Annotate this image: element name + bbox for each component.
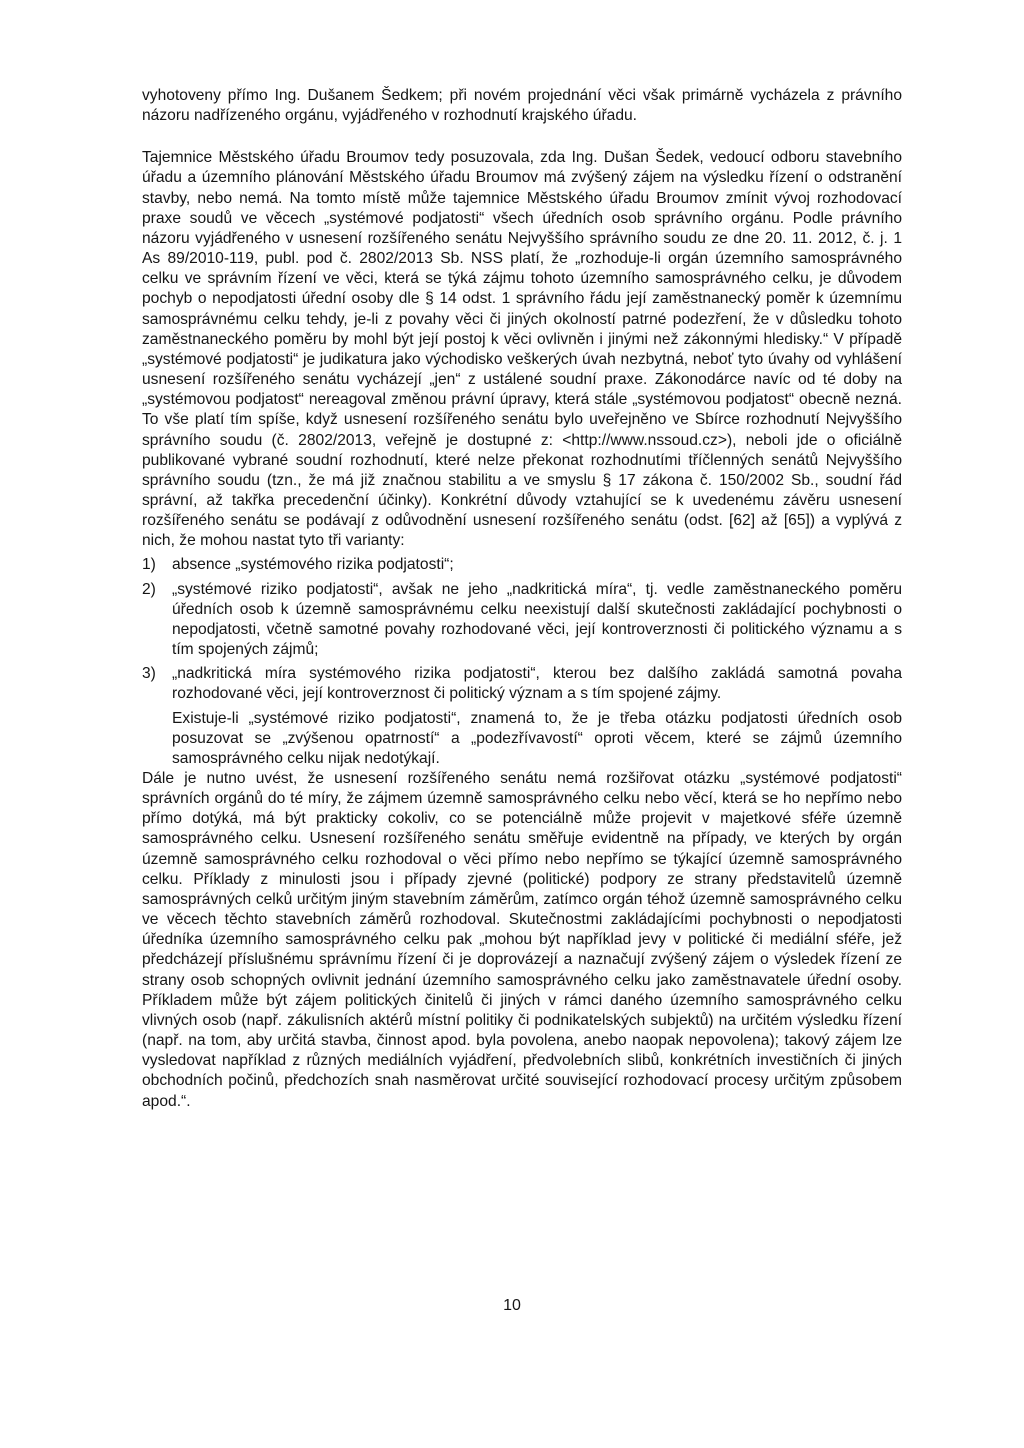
list-continuation-paragraph: Existuje-li „systémové riziko podjatosti“, znamená to, že je třeba otázku podjatosti úředních osob posuzovat se „zvýšenou opatrností“ a „podezřívavostí“ oproti věcem, které se zájmů územního samosprávného celku nijak nedotýkají. [172, 709, 902, 767]
list-item [142, 555, 902, 575]
list-item-number: 1) [142, 556, 156, 574]
list-item-number: 3) [142, 665, 156, 683]
page-number: 10 [503, 1297, 521, 1314]
variants-list [142, 555, 902, 704]
paragraph-final: Dále je nutno uvést, že usnesení rozšířeného senátu nemá rozšiřovat otázku „systémové podjatosti“ správních orgánů do té míry, že zájmem územně samosprávného celku nebo věcí, která se ho nepřímo nebo přímo dotýká, má být prakticky cokoliv, co se potenciálně může projevit v majetkové sféře územně samosprávného celku. Usnesení rozšířeného senátu směřuje evidentně na případy, ve kterých by orgán územně samosprávného celku rozhodoval o věci přímo nebo nepřímo se týkající územně samosprávného celku. Příklady z minulosti jsou i případy zjevné (politické) podpory ze strany představitelů územně samosprávných celků určitým jiným stavebním záměrům, zatímco orgán téhož územně samosprávného celku ve věcech těchto stavebních záměrů rozhodoval. Skutečnostmi zakládajícími pochybnosti o nepodjatosti úředníka územního samosprávného celku pak „mohou být například jevy v politické či mediální sféře, jež předcházejí příslušnému správnímu řízení či je doprovázejí a naznačují zvýšený zájem o výsledek řízení ze strany osob schopných ovlivnit jednání územního samosprávného celku jako zaměstnavatele úřední osoby. Příkladem může být zájem politických činitelů či jiných v rámci daného územního samosprávného celku vlivných osob (např. zákulisních aktérů místní politiky či podnikatelských subjektů) na určitém výsledku řízení (např. na tom, aby určitá stavba, činnost apod. byla povolena, anebo naopak nepovolena); takový zájem lze vysledovat například z různých mediálních vyjádření, předvolebních slibů, konkrétních investičních či jiných obchodních počinů, předchozích snah nasměrovat určité související rozhodovací procesy určitým způsobem apod.“. [142, 770, 902, 1110]
list-item-text: „nadkritická míra systémového rizika podjatosti“, kterou bez dalšího zakládá samotná povaha rozhodované věci, její kontroverznost či politický význam a s tím spojené zájmy. [172, 665, 902, 703]
document-page [142, 86, 902, 1112]
list-item [142, 580, 902, 661]
list-item-number: 2) [142, 580, 156, 598]
list-item [142, 664, 902, 704]
list-item-text: absence „systémového rizika podjatosti“; [172, 556, 454, 574]
paragraph-intro: vyhotoveny přímo Ing. Dušanem Šedkem; při novém projednání věci však primárně vycházela z právního názoru nadřízeného orgánu, vyjádřeného v rozhodnutí krajského úřadu. [142, 87, 902, 125]
paragraph-main: Tajemnice Městského úřadu Broumov tedy posuzovala, zda Ing. Dušan Šedek, vedoucí odboru stavebního úřadu a územního plánování Městského úřadu Broumov má zvýšený zájem na výsledku řízení o odstranění stavby, nebo nemá. Na tomto místě může tajemnice Městského úřadu Broumov zmínit vývoj rozhodovací praxe soudů ve věcech „systémové podjatosti“ všech úředních osob správního orgánu. Podle právního názoru vyjádřeného v usnesení rozšířeného senátu Nejvyššího správního soudu ze dne 20. 11. 2012, č. j. 1 As 89/2010-119, publ. pod č. 2802/2013 Sb. NSS platí, že „rozhoduje-li orgán územního samosprávného celku ve správním řízení ve věci, která se týká zájmu tohoto územního samosprávného celku, je důvodem pochyb o nepodjatosti úřední osoby dle § 14 odst. 1 správního řádu její zaměstnanecký poměr k územnímu samosprávnému celku tehdy, je-li z povahy věci či jiných okolností patrné podezření, že v důsledku tohoto zaměstnaneckého poměru by mohl být její postoj k věci ovlivněn i jinými než zákonnými hledisky.“ V případě „systémové podjatosti“ je judikatura jako východisko veškerých úvah nezbytná, neboť tyto úvahy od vyhlášení usnesení rozšířeného senátu vycházejí „jen“ z ustálené soudní praxe. Zákonodárce navíc od té doby na „systémovou podjatost“ nereagoval změnou právní úpravy, která stále „systémovou podjatost“ obecně nezná. To vše platí tím spíše, když usnesení rozšířeného senátu bylo uveřejněno ve Sbírce rozhodnutí Nejvyššího správního soudu (č. 2802/2013, veřejně je dostupné z: <http://www.nssoud.cz>), neboli jde o oficiálně publikované vybrané soudní rozhodnutí, které nelze překonat rozhodnutími tříčlenných senátů Nejvyššího správního soudu (tzn., že má již značnou stabilitu a ve smyslu § 17 zákona č. 150/2002 Sb., soudní řád správní, až takřka precedenční účinky). Konkrétní důvody vztahující se k uvedenému závěru usnesení rozšířeného senátu se podávají z odůvodnění usnesení rozšířeného senátu (odst. [62] až [65]) a vyplývá z nich, že mohou nastat tyto tři varianty: [142, 149, 902, 550]
list-item-text: „systémové riziko podjatosti“, avšak ne jeho „nadkritická míra“, tj. vedle zaměstnaneckého poměru úředních osob k územně samosprávnému celku neexistují další skutečnosti zakládající pochybnosti o nepodjatosti, včetně samotné povahy rozhodované věci, její kontroverznosti či politického významu a s tím spojených zájmů; [172, 580, 902, 659]
